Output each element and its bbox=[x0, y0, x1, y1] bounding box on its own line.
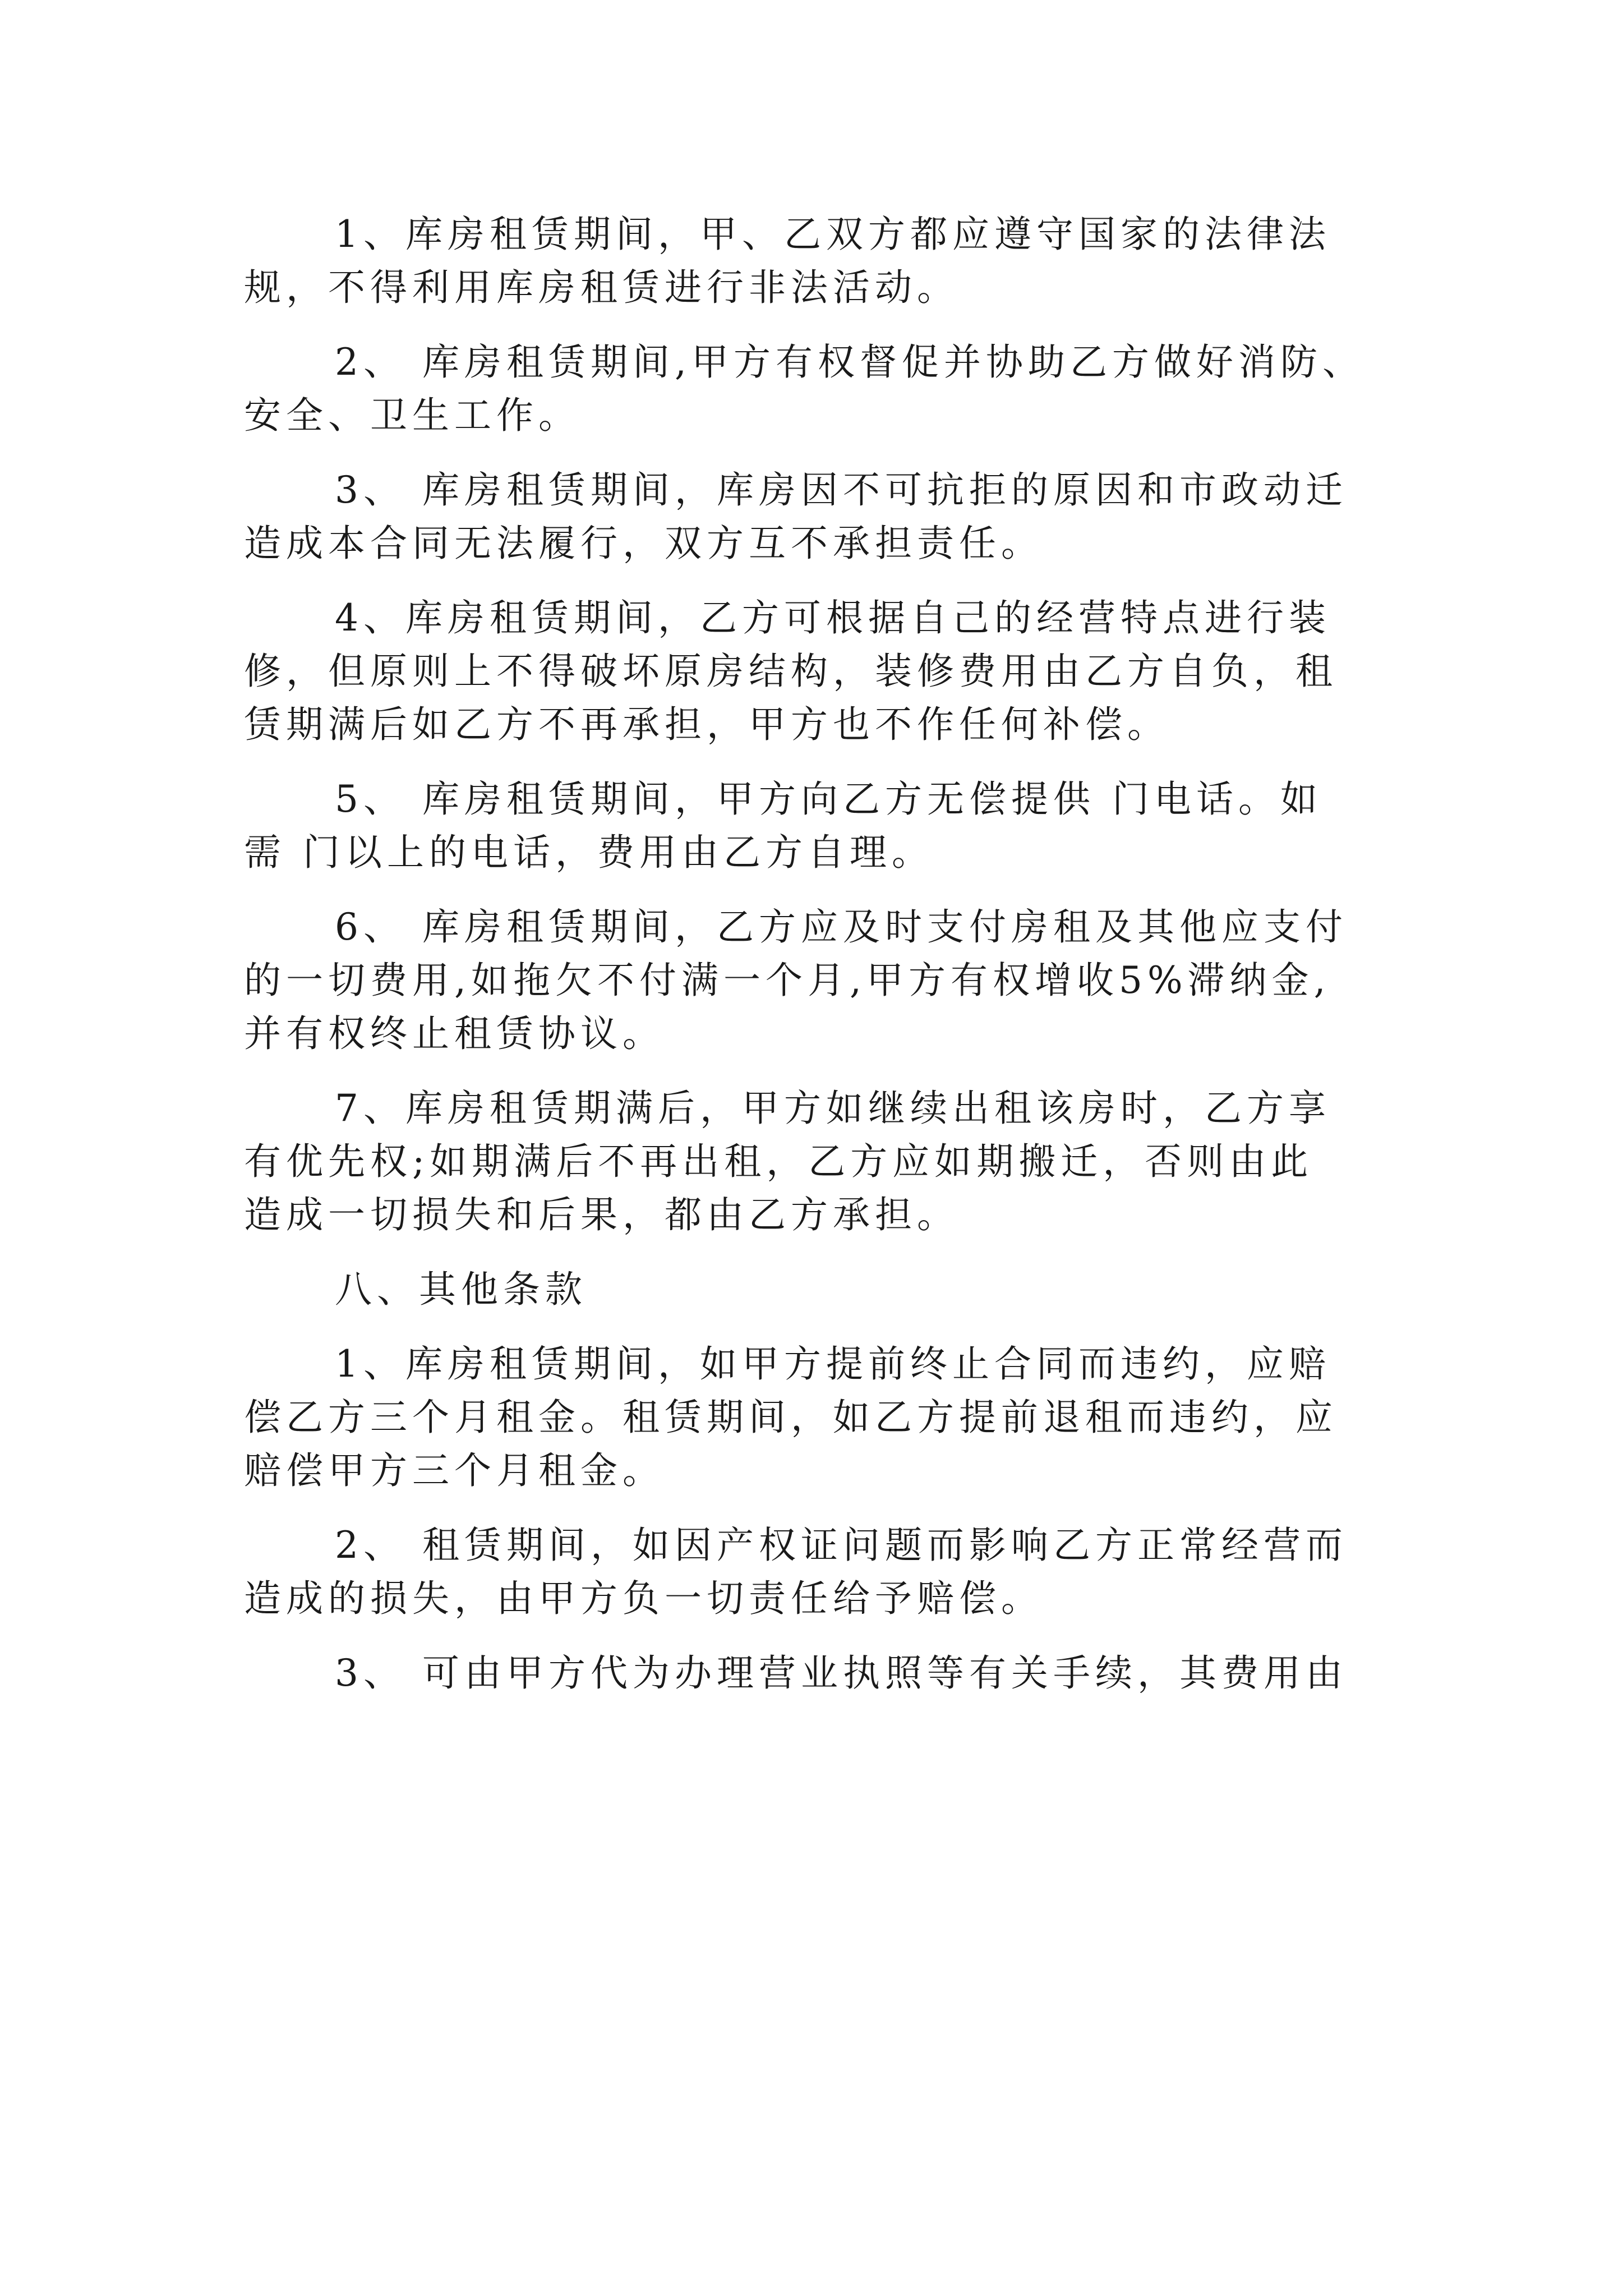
paragraph-line: 造成一切损失和后果，都由乙方承担。 bbox=[244, 1193, 959, 1236]
clause-paragraph bbox=[244, 208, 1416, 314]
paragraph-line: 并有权终止租赁协议。 bbox=[244, 1012, 665, 1055]
paragraph-line: 的一切费用,如拖欠不付满一个月,甲方有权增收5%滞纳金, bbox=[244, 959, 1331, 1002]
paragraph-line: 造成的损失，由甲方负一切责任给予赔偿。 bbox=[244, 1577, 1043, 1620]
paragraph-line: 赔偿甲方三个月租金。 bbox=[244, 1449, 665, 1492]
clause-paragraph bbox=[244, 1337, 1416, 1497]
paragraph-line: 4、库房租赁期间，乙方可根据自己的经营特点进行装 bbox=[335, 596, 1331, 639]
paragraph-line: 3、 库房租赁期间，库房因不可抗拒的原因和市政动迁 bbox=[335, 468, 1348, 512]
paragraph-line: 3、 可由甲方代为办理营业执照等有关手续，其费用由 bbox=[335, 1651, 1348, 1695]
paragraph-line: 修，但原则上不得破坏原房结构，装修费用由乙方自负，租 bbox=[244, 650, 1338, 693]
section-heading bbox=[244, 1263, 1416, 1316]
paragraph-line: 7、库房租赁期满后，甲方如继续出租该房时，乙方享 bbox=[335, 1087, 1331, 1130]
paragraph-line: 有优先权;如期满后不再出租，乙方应如期搬迁，否则由此 bbox=[244, 1140, 1313, 1183]
paragraph-line: 2、 租赁期间，如因产权证问题而影响乙方正常经营而 bbox=[335, 1524, 1348, 1567]
document-body bbox=[244, 208, 1416, 1721]
paragraph-line: 赁期满后如乙方不再承担，甲方也不作任何补偿。 bbox=[244, 703, 1169, 746]
paragraph-line: 偿乙方三个月租金。租赁期间，如乙方提前退租而违约，应 bbox=[244, 1396, 1338, 1439]
paragraph-line: 1、库房租赁期间，如甲方提前终止合同而违约，应赔 bbox=[335, 1342, 1331, 1386]
clause-paragraph bbox=[244, 335, 1416, 442]
section-heading-text: 八、其他条款 bbox=[335, 1268, 587, 1311]
paragraph-line: 1、库房租赁期间，甲、乙双方都应遵守国家的法律法 bbox=[335, 213, 1331, 256]
paragraph-line: 造成本合同无法履行，双方互不承担责任。 bbox=[244, 522, 1043, 565]
paragraph-line: 6、 库房租赁期间，乙方应及时支付房租及其他应支付 bbox=[335, 905, 1348, 949]
paragraph-line: 需 门以上的电话，费用由乙方自理。 bbox=[244, 831, 934, 874]
clause-paragraph bbox=[244, 1082, 1416, 1241]
paragraph-line: 规，不得利用库房租赁进行非法活动。 bbox=[244, 266, 959, 309]
paragraph-line: 安全、卫生工作。 bbox=[244, 394, 580, 437]
clause-paragraph bbox=[244, 463, 1416, 570]
clause-paragraph bbox=[244, 1646, 1416, 1700]
clause-paragraph bbox=[244, 1519, 1416, 1625]
paragraph-line: 5、 库房租赁期间，甲方向乙方无偿提供 门电话。如 bbox=[335, 777, 1322, 821]
paragraph-line: 2、 库房租赁期间,甲方有权督促并协助乙方做好消防、 bbox=[335, 341, 1364, 384]
clause-paragraph bbox=[244, 591, 1416, 751]
clause-paragraph bbox=[244, 772, 1416, 879]
clause-paragraph bbox=[244, 900, 1416, 1060]
